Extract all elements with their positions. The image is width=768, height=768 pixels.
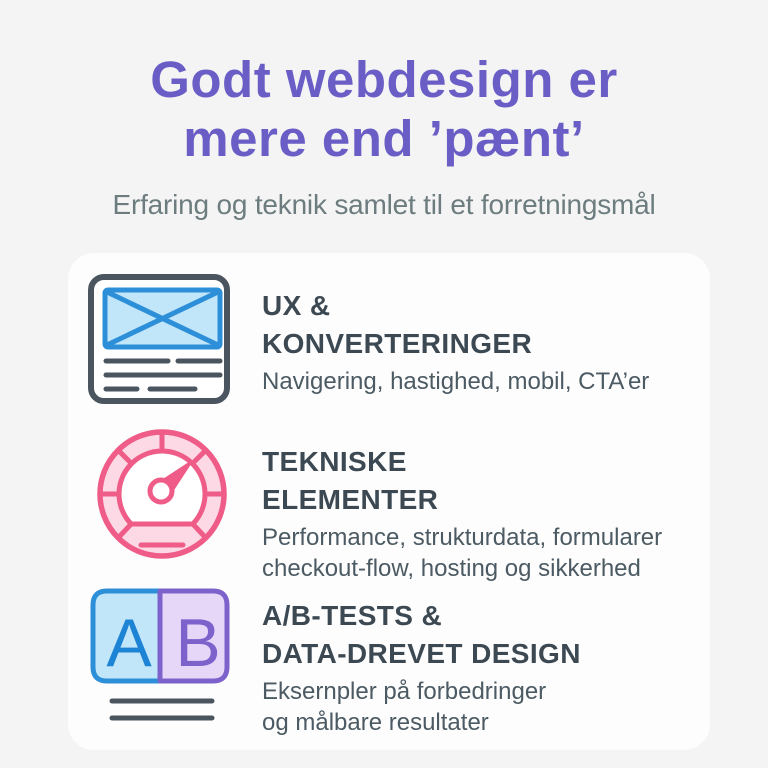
item-title-line1: A/B-TESTS & xyxy=(262,600,443,631)
page-subtitle: Erfaring og teknik samlet til et forretningsmål xyxy=(112,189,656,220)
item-description xyxy=(262,522,662,584)
item-title xyxy=(262,597,581,673)
item-title-line2: DATA-DREVET DESIGN xyxy=(262,638,581,669)
speedometer-icon xyxy=(95,427,229,566)
item-description-line2: checkout-flow, hosting og sikkerhed xyxy=(262,555,641,582)
item-title-line2: KONVERTERINGER xyxy=(262,328,533,359)
page-title-line1: Godt webdesign er xyxy=(150,51,618,108)
item-title-line1: TEKNISKE xyxy=(262,446,407,477)
wireframe-browser-icon xyxy=(88,274,230,409)
list-item-abtest-text xyxy=(262,597,581,738)
item-description xyxy=(262,366,649,397)
ab-icon-letter-b: B xyxy=(175,605,221,681)
list-item-abtest xyxy=(68,588,710,736)
item-title-line2: ELEMENTER xyxy=(262,484,439,515)
item-title xyxy=(262,443,662,519)
item-description-line2: og målbare resultater xyxy=(262,709,489,736)
item-title xyxy=(262,287,649,363)
item-description-line1: Performance, strukturdata, formularer xyxy=(262,524,663,551)
item-title-line1: UX & xyxy=(262,290,331,321)
item-description-line1: Navigering, hastighed, mobil, CTA’er xyxy=(262,368,650,395)
page-title-line2: mere end ’pænt’ xyxy=(183,110,585,167)
list-item-ux-text xyxy=(262,287,649,397)
ab-icon-letter-a: A xyxy=(106,605,152,681)
list-item-tech-text xyxy=(262,443,662,584)
page-title xyxy=(0,50,768,168)
list-item-tech xyxy=(68,427,710,582)
list-item-ux xyxy=(68,274,710,414)
ab-test-icon xyxy=(90,588,230,727)
item-description-line1: Eksernpler på forbedringer xyxy=(262,678,547,705)
content-card xyxy=(68,253,710,750)
item-description xyxy=(262,676,581,738)
